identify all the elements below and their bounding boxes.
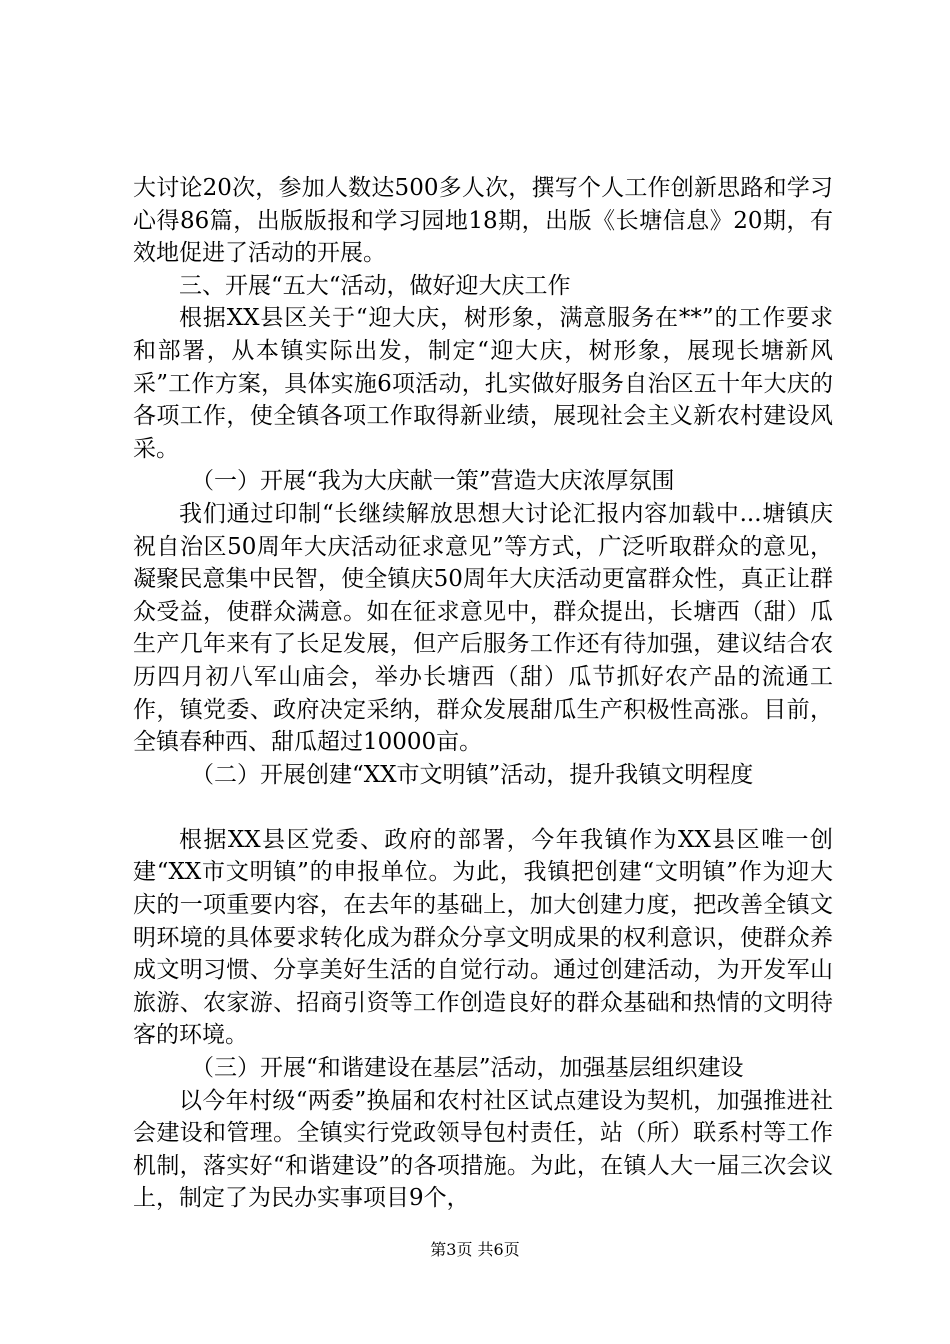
subsection-heading-two: （二）开展创建“XX市文明镇”活动，提升我镇文明程度 xyxy=(191,761,754,788)
subsection-heading-one: （一）开展“我为大庆献一策”营造大庆浓厚氛围 xyxy=(191,468,675,495)
document-body xyxy=(133,172,833,1215)
section-heading-three: 三、开展“五大“活动，做好迎大庆工作 xyxy=(179,272,571,299)
paragraph-body: 以今年村级“两委”换届和农村社区试点建设为契机，加强推进社会建设和管理。全镇实行党政领导包村责任，站（所）联系村等工作机制，落实好“和谐建设”的各项措施。为此，在镇人大一届三次会议上，制定了为民办实事项目9个， xyxy=(133,1087,833,1212)
paragraph-body: 根据XX县区党委、政府的部署，今年我镇作为XX县区唯一创建“XX市文明镇”的申报单位。为此，我镇把创建“文明镇”作为迎大庆的一项重要内容，在去年的基础上，加大创建力度，把改善全镇文明环境的具体要求转化成为群众分享文明成果的权利意识，使群众养成文明习惯、分享美好生活的自觉行动。通过创建活动，为开发军山旅游、农家游、招商引资等工作创造良好的群众基础和热情的文明待客的环境。 xyxy=(133,826,833,1049)
paragraph-continuation: 大讨论20次，参加人数达500多人次，撰写个人工作创新思路和学习心得86篇，出版版报和学习园地18期，出版《长塘信息》20期，有效地促进了活动的开展。 xyxy=(133,175,833,267)
paragraph-body: 根据XX县区关于“迎大庆，树形象，满意服务在**”的工作要求和部署，从本镇实际出发，制定“迎大庆，树形象，展现长塘新风采”工作方案，具体实施6项活动，扎实做好服务自治区五十年大庆的各项工作，使全镇各项工作取得新业绩，展现社会主义新农村建设风采。 xyxy=(133,305,833,462)
blank-line xyxy=(133,791,833,824)
subsection-heading-three: （三）开展“和谐建设在基层”活动，加强基层组织建设 xyxy=(191,1055,744,1082)
page-number-footer: 第3页 共6页 xyxy=(430,1240,520,1259)
paragraph-body: 我们通过印制“长继续解放思想大讨论汇报内容加载中...塘镇庆祝自治区50周年大庆活动征求意见”等方式，广泛听取群众的意见，凝聚民意集中民智，使全镇庆50周年大庆活动更富群众性，真正让群众受益，使群众满意。如在征求意见中，群众提出，长塘西（甜）瓜生产几年来有了长足发展，但产后服务工作还有待加强，建议结合农历四月初八军山庙会，举办长塘西（甜）瓜节抓好农产品的流通工作，镇党委、政府决定采纳，群众发展甜瓜生产积极性高涨。目前，全镇春种西、甜瓜超过10000亩。 xyxy=(133,500,833,756)
